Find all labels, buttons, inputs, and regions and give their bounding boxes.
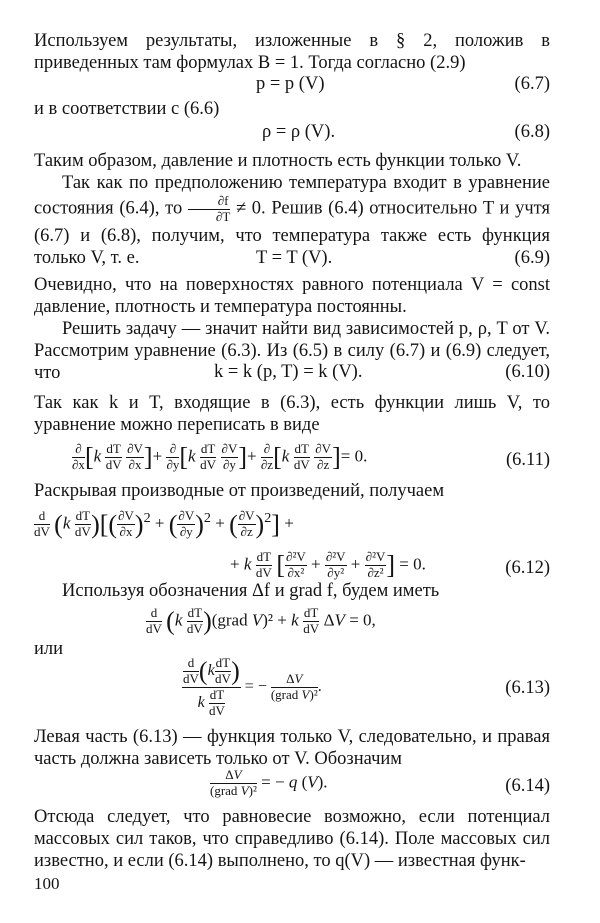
equation-6-7-number: (6.7) [514,74,550,94]
paragraph-12: Отсюда следует, что равновесие возможно, если потенциал массовых сил таков, что справедливо (6.14). Поле массовых сил известно, и если (6.14) выполнено, то q(V) — известная функ- [34,807,550,871]
equation-6-14-formula: $\frac{\Delta V}{\text{(grad V)²}}$ = − q (V). [210,767,328,798]
equation-6-7-formula: p = p (V) [256,74,325,94]
equation-6-8 [34,120,550,144]
paragraph-7: Так как k и T, входящие в (6.3), есть функции лишь V, то уравнение можно переписать в виде [34,393,550,435]
equation-6-10-formula: k = k (p, T) = k (V). [214,362,363,382]
equation-unnumbered [34,606,550,642]
equation-6-11-number: (6.11) [505,450,550,470]
paragraph-5: Очевидно, что на поверхностях равного потенциала V = const давление, плотность и температура постоянны. [34,275,550,317]
equation-6-9-formula: T = T (V). [256,248,333,268]
paragraph-10: или [34,639,64,659]
paragraph-4-end: ≠ 0. Решив (6.4) относительно T и учтя (6.7) и (6.8), получим, что температура также есть функция только V, т. е. [34,198,551,268]
paragraph-9: Используя обозначения Δf и grad f, будем иметь [62,581,440,601]
paragraph-2: и в соответствии с (6.6) [34,99,220,119]
page-number: 100 [34,874,60,893]
equation-6-11 [34,442,550,482]
equation-6-10 [34,360,550,384]
paragraph-6: Решить задачу — значит найти вид зависимостей p, ρ, T от V. Рассмотрим уравнение (6.3). Из (6.5) в силу (6.7) и (6.9) следует, что [34,319,550,383]
equation-unnumbered-formula: $\frac{d}{dV}$ (k $\frac{dT}{dV}$ )(grad V)² + k $\frac{dT}{dV}$ ΔV = 0, [146,605,376,636]
equation-6-13 [34,656,550,720]
equation-6-8-formula: ρ = ρ (V). [262,122,336,142]
equation-6-11-formula: $\frac{\partial}{\partial x}$ [k $\frac{dT}{dV}$ $\frac{\partial V}{\partial x}$ ]+ $\frac{\partial}{\partial y}$ [k $\frac{dT}{dV}$ $\frac{\partial V}{\partial y}$ ]+ $\frac{\partial}{\partial z}$ [k $\frac{dT}{dV}$ $\frac{\partial V}{\partial z}$ ]= 0. [72,441,368,472]
paragraph-4-start: Так как по предположению температура входит в уравнение состояния (6.4), то [34,173,550,219]
equation-6-13-formula: $\frac{d}{dV}$ (k $\frac{dT}{dV}$ ) k $\frac{dT}{dV}$ = − $\frac{\Delta V}{\text{(grad V)²}}$ . [183,655,322,718]
partial-f-over-partial-t: $\frac{\partial f}{\partial T}$ [188,194,230,225]
equation-6-12-number: (6.12) [505,558,550,578]
equation-6-12 [34,506,550,586]
equation-6-10-number: (6.10) [505,362,550,382]
paragraph-3: Таким образом, давление и плотность есть функции только V. [34,151,522,171]
equation-6-14 [34,768,550,804]
paragraph-8: Раскрывая производные от произведений, получаем [34,481,445,501]
paragraph-1: Используем результаты, изложенные в § 2, положив в приведенных там формулах B = 1. Тогда согласно (2.9) [34,31,550,73]
equation-6-7 [34,72,550,96]
equation-6-9-number: (6.9) [514,248,550,268]
equation-6-12-line-2: + k $\frac{dT}{dV}$ [ $\frac{\text{∂²V}}{\text{∂x²}}$ + $\frac{\text{∂²V}}{\text{∂y²}}$ + $\frac{\text{∂²V}}{\text{∂z²}}$ ] = 0. [230,549,426,580]
paragraph-11: Левая часть (6.13) — функция только V, следовательно, и правая часть должна зависеть только от V. Обозначим [34,727,550,769]
equation-6-9 [34,246,550,270]
equation-6-8-number: (6.8) [514,122,550,142]
equation-6-14-number: (6.14) [505,776,550,796]
equation-6-13-number: (6.13) [505,678,550,698]
equation-6-12-line-1: $\frac{d}{dV}$ (k $\frac{dT}{dV}$ )[( $\frac{\partial V}{\partial x}$ )$^2$ + ( $\frac{\partial V}{\partial y}$ )$^2$ + ( $\frac{\partial V}{\partial z}$ )$^2$] + [34,508,294,540]
